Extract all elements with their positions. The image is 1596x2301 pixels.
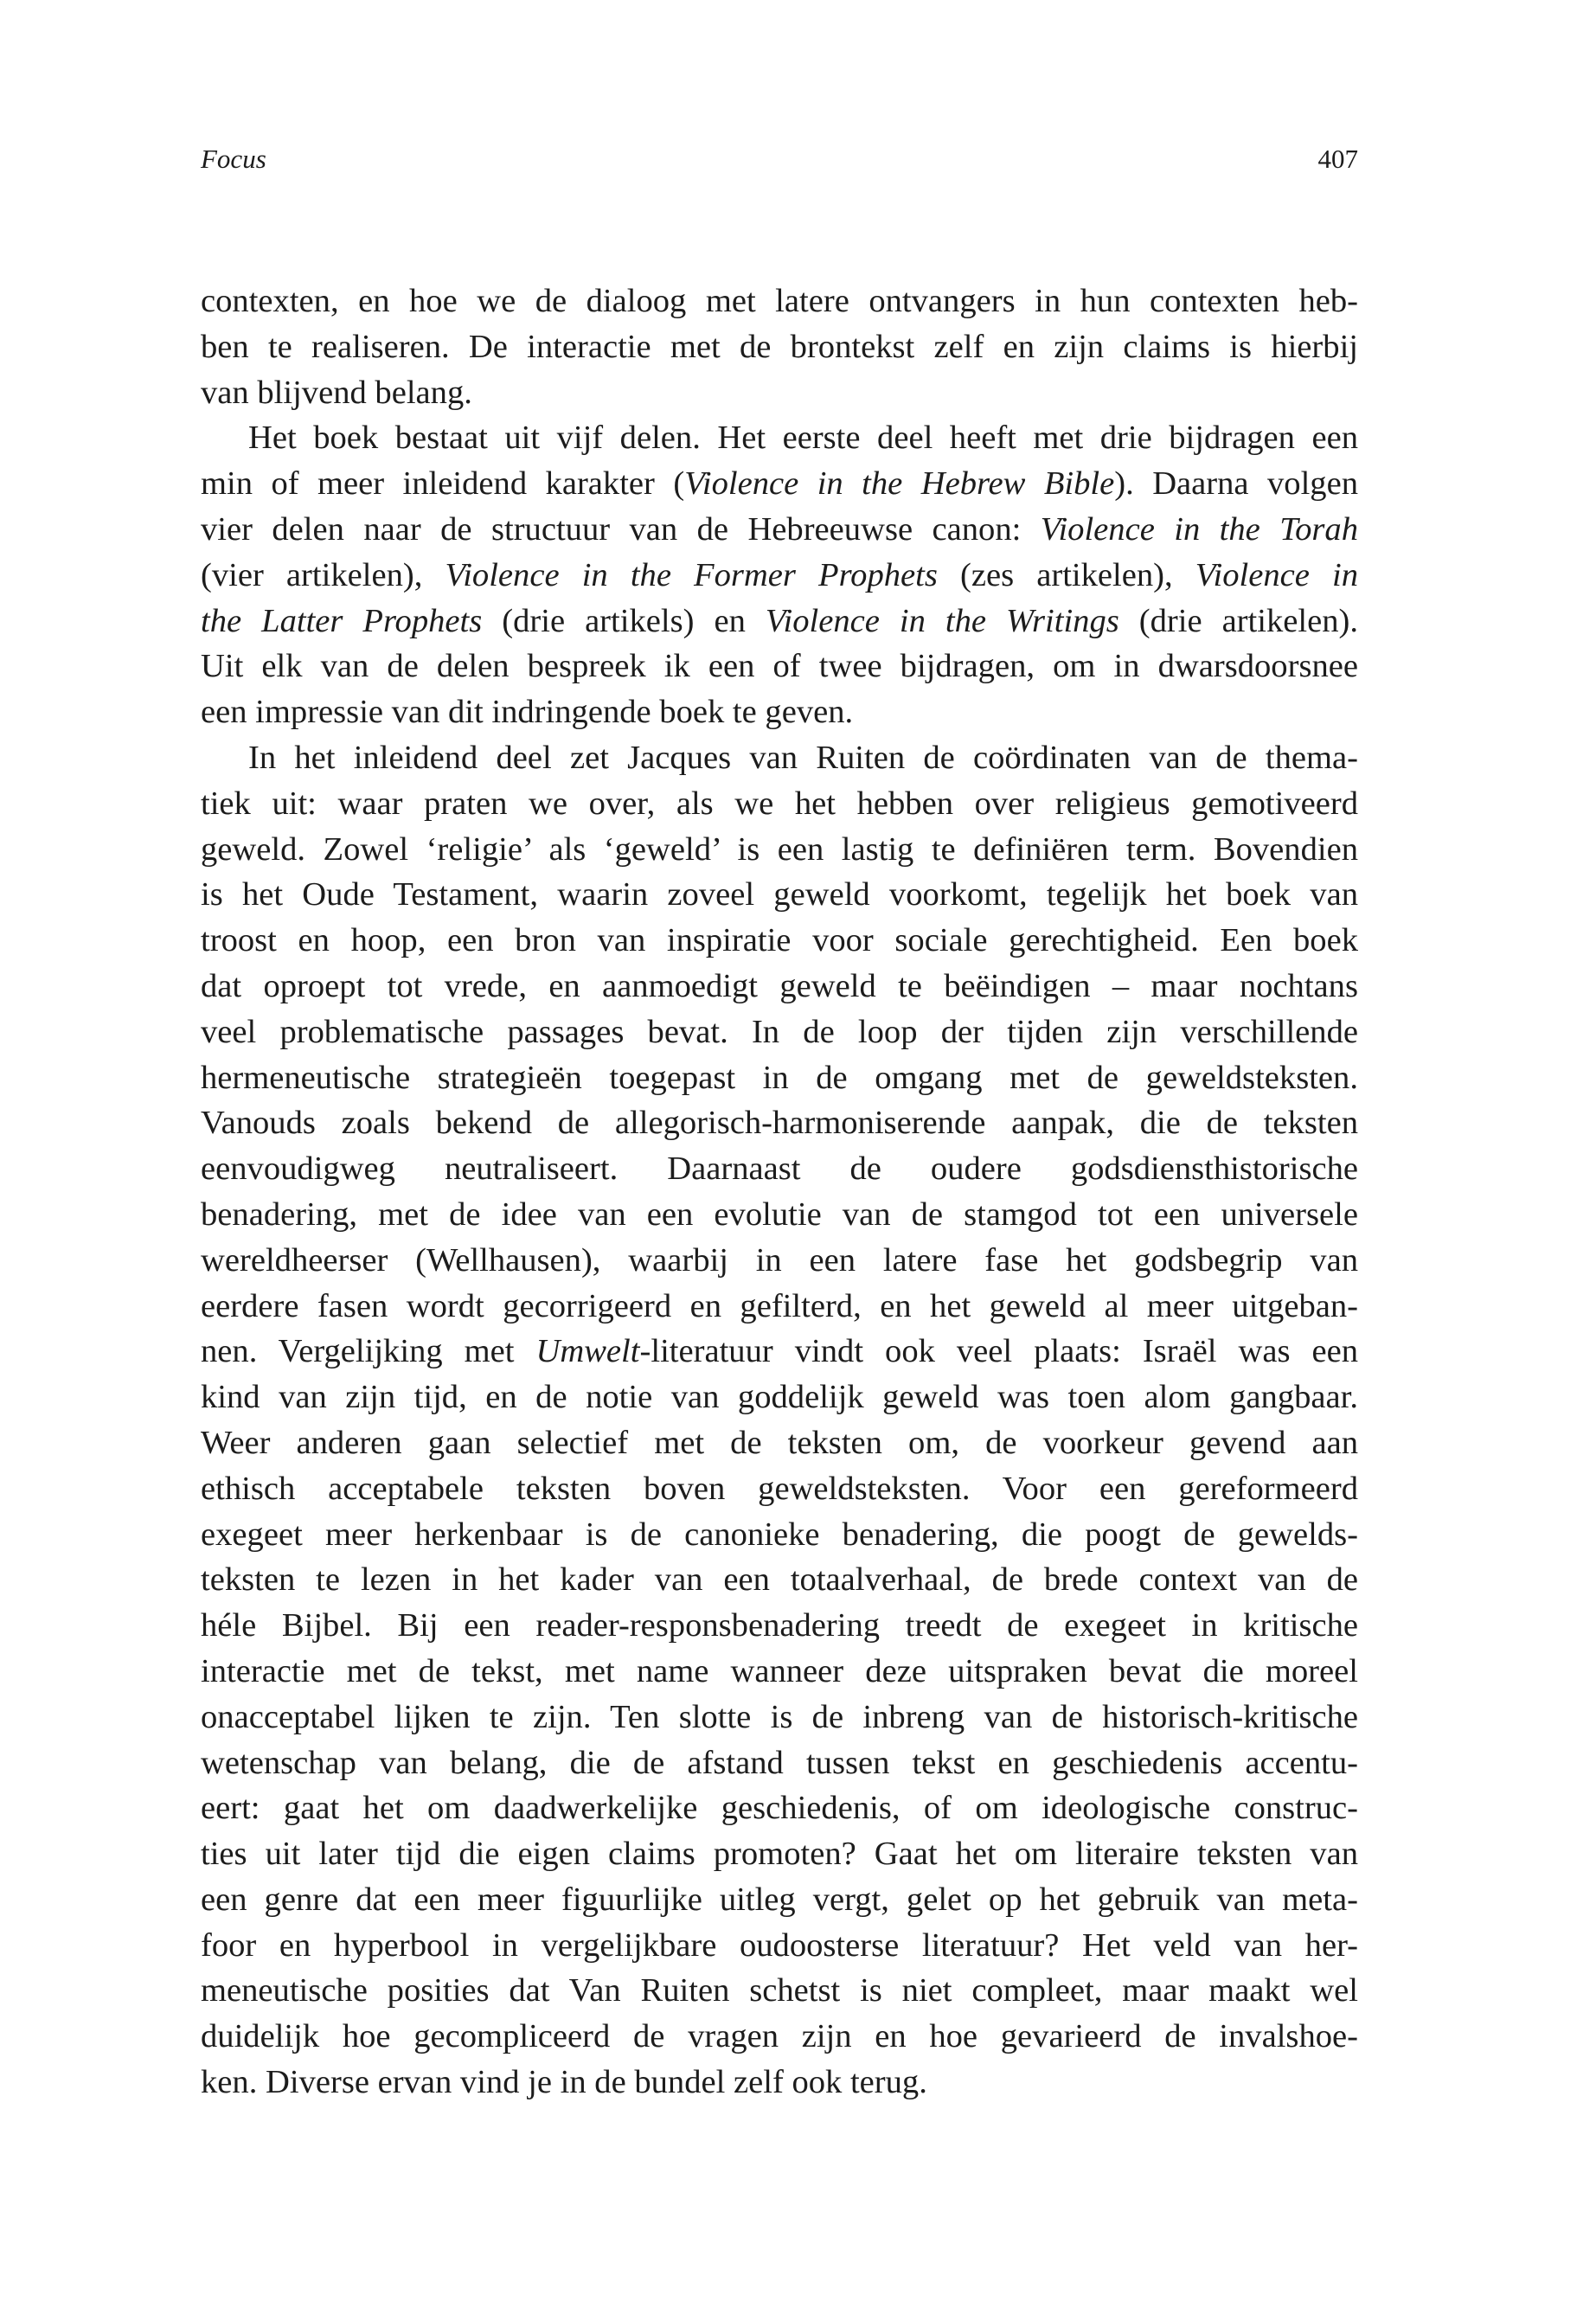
text-segment: een genre dat een meer figuurlijke uitleg vergt, gelet op het gebruik van meta-	[201, 1881, 1358, 1918]
text-line	[201, 689, 1358, 735]
text-segment: eerdere fasen wordt gecorrigeerd en gefilterd, en het geweld al meer uitgeban-	[201, 1287, 1358, 1324]
paragraph	[201, 735, 1358, 2106]
text-segment: Uit elk van de delen bespreek ik een of twee bijdragen, om in dwarsdoorsnee	[201, 648, 1358, 685]
italic-title: Umwelt	[535, 1333, 640, 1370]
text-line	[201, 1466, 1358, 1512]
text-line	[201, 415, 1358, 461]
text-line	[201, 1375, 1358, 1420]
text-line	[201, 1055, 1358, 1101]
text-segment: ethisch acceptabele teksten boven geweldsteksten. Voor een gereformeerd	[201, 1470, 1358, 1507]
paragraph	[201, 279, 1358, 415]
paragraph	[201, 415, 1358, 735]
text-line	[201, 1009, 1358, 1055]
text-line	[201, 599, 1358, 644]
italic-title: Violence in the Former Prophets	[445, 556, 938, 593]
text-segment: In het inleidend deel zet Jacques van Ruiten de coördinaten van de thema-	[248, 739, 1358, 776]
text-line	[201, 1831, 1358, 1877]
text-segment: eenvoudigweg neutraliseert. Daarnaast de oudere godsdiensthistorische	[201, 1150, 1358, 1188]
text-line	[201, 1420, 1358, 1466]
text-line	[201, 1192, 1358, 1238]
text-line	[201, 553, 1358, 599]
text-segment: eert: gaat het om daadwerkelijke geschiedenis, of om ideologische construc-	[201, 1790, 1358, 1827]
text-segment: exegeet meer herkenbaar is de canonieke benadering, die poogt de gewelds-	[201, 1516, 1358, 1553]
text-line	[201, 872, 1358, 918]
text-line	[201, 827, 1358, 873]
text-line	[201, 781, 1358, 827]
text-line	[201, 1603, 1358, 1649]
text-line	[201, 735, 1358, 781]
text-segment: benadering, met de idee van een evolutie van de stamgod tot een universele	[201, 1195, 1358, 1233]
page-number: 407	[1317, 144, 1358, 174]
text-segment: tiek uit: waar praten we over, als we het hebben over religieus gemotiveerd	[201, 785, 1358, 822]
text-line	[201, 461, 1358, 507]
running-head	[201, 138, 1358, 180]
text-line	[201, 1877, 1358, 1923]
text-line	[201, 1923, 1358, 1969]
text-line	[201, 324, 1358, 370]
text-segment: foor en hyperbool in vergelijkbare oudoosterse literatuur? Het veld van her-	[201, 1926, 1358, 1964]
text-line	[201, 279, 1358, 324]
text-segment: onacceptabel lijken te zijn. Ten slotte is de inbreng van de historisch-kritische	[201, 1698, 1358, 1735]
text-line	[201, 507, 1358, 553]
italic-title: Violence in the Torah	[1040, 510, 1358, 548]
text-segment: dat oproept tot vrede, en aanmoedigt geweld te beëindigen – maar nochtans	[201, 967, 1358, 1004]
text-segment: Weer anderen gaan selectief met de teksten om, de voorkeur gevend aan	[201, 1424, 1358, 1461]
text-segment: (vier artikelen),	[201, 556, 445, 593]
text-segment: Het boek bestaat uit vijf delen. Het eerste deel heeft met drie bijdragen een	[248, 420, 1358, 457]
text-segment: geweld. Zowel ‘religie’ als ‘geweld’ is een lastig te definiëren term. Bovendien	[201, 830, 1358, 868]
running-title: Focus	[201, 144, 266, 174]
text-line	[201, 2014, 1358, 2060]
text-line	[201, 1238, 1358, 1284]
text-segment: Vanouds zoals bekend de allegorisch-harmoniserende aanpak, die de teksten	[201, 1105, 1358, 1142]
text-segment: interactie met de tekst, met name wanneer deze uitspraken bevat die moreel	[201, 1652, 1358, 1689]
text-segment: kind van zijn tijd, en de notie van goddelijk geweld was toen alom gangbaar.	[201, 1379, 1358, 1416]
text-segment: nen. Vergelijking met	[201, 1333, 536, 1370]
text-segment: wetenschap van belang, die de afstand tussen tekst en geschiedenis accentu-	[201, 1744, 1358, 1781]
text-segment: troost en hoop, een bron van inspiratie voor sociale gerechtigheid. Een boek	[201, 922, 1358, 959]
italic-title: Violence in the Writings	[765, 602, 1119, 639]
text-line	[201, 918, 1358, 964]
text-line	[201, 2060, 1358, 2106]
text-segment: ). Daarna volgen	[1114, 465, 1358, 503]
text-segment: contexten, en hoe we de dialoog met latere ontvangers in hun contexten heb-	[201, 283, 1358, 319]
text-segment: ties uit later tijd die eigen claims promoten? Gaat het om literaire teksten van	[201, 1836, 1358, 1873]
text-line	[201, 1557, 1358, 1603]
body-text	[201, 279, 1358, 2106]
text-line	[201, 1968, 1358, 2014]
text-segment: -literatuur vindt ook veel plaats: Israël was een	[639, 1333, 1358, 1370]
text-segment: vier delen naar de structuur van de Hebreeuwse canon:	[201, 510, 1041, 548]
text-segment: veel problematische passages bevat. In de loop der tijden zijn verschillende	[201, 1013, 1358, 1050]
italic-title: Violence in	[1195, 556, 1358, 593]
text-line	[201, 1146, 1358, 1192]
text-segment: van blijvend belang.	[201, 374, 472, 411]
text-segment: ben te realiseren. De interactie met de brontekst zelf en zijn claims is hierbij	[201, 328, 1358, 365]
text-segment: hermeneutische strategieën toegepast in de omgang met de geweldsteksten.	[201, 1059, 1358, 1096]
italic-title: the Latter Prophets	[201, 602, 483, 639]
text-line	[201, 1284, 1358, 1330]
text-line	[201, 644, 1358, 689]
text-segment: héle Bijbel. Bij een reader-responsbenadering treedt de exegeet in kritische	[201, 1607, 1358, 1644]
text-segment: meneutische posities dat Van Ruiten schetst is niet compleet, maar maakt wel	[201, 1972, 1358, 2009]
text-line	[201, 1785, 1358, 1831]
text-segment: wereldheerser (Wellhausen), waarbij in een latere fase het godsbegrip van	[201, 1241, 1358, 1279]
text-line	[201, 370, 1358, 416]
text-segment: (drie artikelen).	[1118, 602, 1358, 639]
text-segment: duidelijk hoe gecompliceerd de vragen zijn en hoe gevarieerd de invalshoe-	[201, 2018, 1358, 2055]
text-line	[201, 1100, 1358, 1146]
text-line	[201, 964, 1358, 1009]
text-segment: (drie artikels) en	[482, 602, 766, 639]
text-segment: min of meer inleidend karakter (	[201, 465, 685, 503]
text-line	[201, 1695, 1358, 1740]
italic-title: Violence in the Hebrew Bible	[684, 465, 1115, 503]
text-line	[201, 1649, 1358, 1695]
text-segment: (zes artikelen),	[937, 556, 1195, 593]
text-line	[201, 1740, 1358, 1786]
text-segment: een impressie van dit indringende boek te geven.	[201, 694, 854, 731]
text-line	[201, 1512, 1358, 1558]
text-segment: ken. Diverse ervan vind je in de bundel zelf ook terug.	[201, 2064, 927, 2101]
text-segment: teksten te lezen in het kader van een totaalverhaal, de brede context van de	[201, 1561, 1358, 1599]
text-segment: is het Oude Testament, waarin zoveel geweld voorkomt, tegelijk het boek van	[201, 876, 1358, 913]
text-line	[201, 1329, 1358, 1375]
